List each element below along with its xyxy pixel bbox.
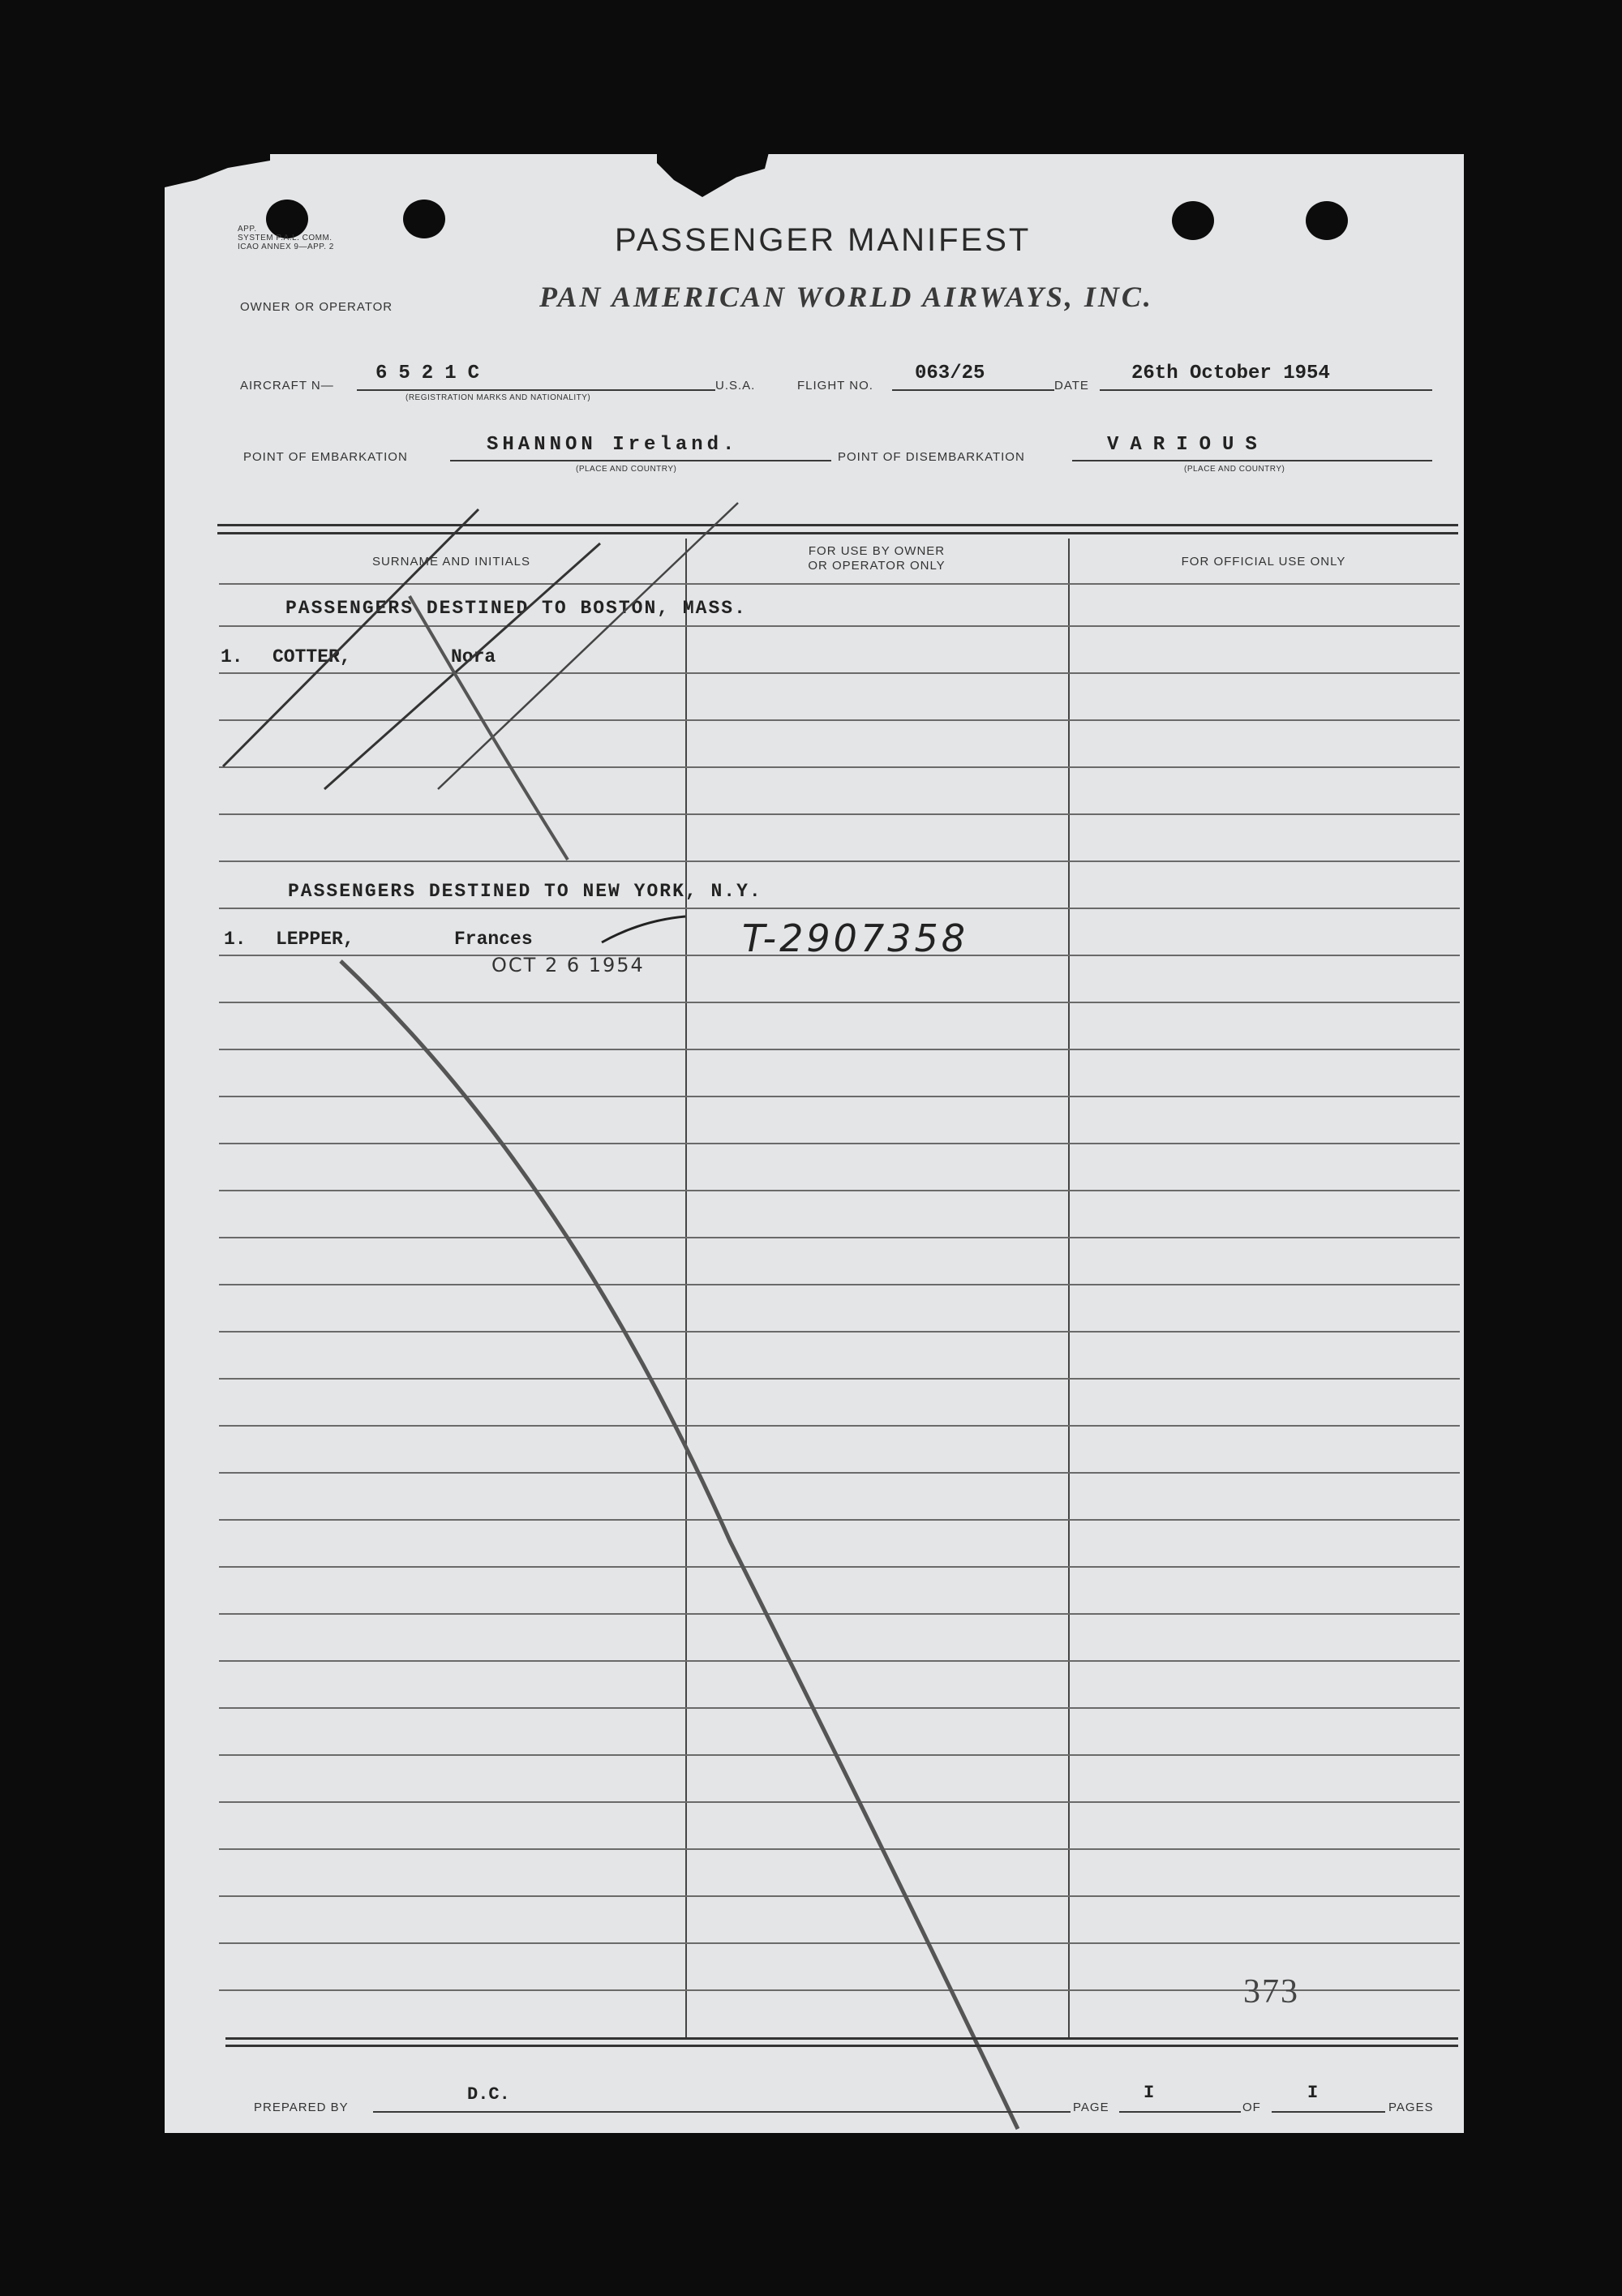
- passenger-number: 1.: [224, 929, 247, 950]
- group-heading-boston: PASSENGERS DESTINED TO BOSTON, MASS.: [285, 598, 747, 619]
- pencil-stroke: [410, 596, 568, 860]
- disembarkation-value: VARIOUS: [1107, 434, 1268, 456]
- underline: [373, 2111, 1071, 2113]
- passenger-number: 1.: [221, 646, 243, 667]
- cross-out-stroke: [223, 509, 478, 766]
- form-code-line: APP.: [238, 225, 257, 234]
- passenger-surname: COTTER,: [272, 646, 351, 667]
- column-header-official: FOR OFFICIAL USE ONLY: [1181, 555, 1346, 569]
- page-label: PAGE: [1073, 2101, 1109, 2114]
- aircraft-sublabel: (REGISTRATION MARKS AND NATIONALITY): [406, 393, 591, 402]
- page-title: PASSENGER MANIFEST: [615, 222, 1032, 258]
- aircraft-label: AIRCRAFT N—: [240, 379, 334, 393]
- bottom-number: 373: [1243, 1973, 1299, 2011]
- date-value: 26th October 1954: [1131, 363, 1330, 384]
- passenger-surname: LEPPER,: [276, 929, 354, 950]
- table-bottom-border: [225, 2045, 1458, 2047]
- disembarkation-sublabel: (PLACE AND COUNTRY): [1184, 465, 1285, 474]
- page-value: I: [1144, 2083, 1155, 2103]
- disembarkation-label: POINT OF DISEMBARKATION: [838, 450, 1025, 464]
- owner-label: OWNER OR OPERATOR: [240, 300, 393, 314]
- airline-name: PAN AMERICAN WORLD AIRWAYS, INC.: [539, 281, 1153, 313]
- column-header-line: OR OPERATOR ONLY: [808, 559, 946, 573]
- passenger-first-name: Frances: [454, 929, 533, 950]
- embarkation-label: POINT OF EMBARKATION: [243, 450, 408, 464]
- handwritten-number: T-2907358: [742, 916, 969, 960]
- passenger-first-name: Nora: [451, 646, 496, 667]
- cross-out-stroke: [438, 503, 738, 789]
- embarkation-sublabel: (PLACE AND COUNTRY): [576, 465, 677, 474]
- aircraft-value: 6521C: [375, 363, 491, 384]
- embarkation-value: SHANNON Ireland.: [487, 434, 739, 456]
- form-code-line: SYSTEM P.A.L. COMM.: [238, 234, 333, 242]
- of-label: OF: [1242, 2101, 1261, 2114]
- of-value: I: [1307, 2083, 1319, 2103]
- prepared-by-value: D.C.: [467, 2084, 510, 2105]
- date-label: DATE: [1054, 379, 1089, 393]
- flight-value: 063/25: [915, 363, 985, 384]
- form-code-line: ICAO ANNEX 9—APP. 2: [238, 242, 334, 251]
- prepared-by-label: PREPARED BY: [254, 2101, 349, 2114]
- country-label: U.S.A.: [715, 379, 756, 393]
- column-header-names: SURNAME AND INITIALS: [371, 555, 531, 569]
- check-mark: [602, 916, 685, 942]
- underline: [1119, 2111, 1241, 2113]
- cross-out-stroke: [324, 543, 600, 789]
- underline: [1272, 2111, 1385, 2113]
- date-stamp: OCT 2 6 1954: [491, 954, 645, 976]
- pages-label: PAGES: [1388, 2101, 1434, 2114]
- table-bottom-border: [225, 2037, 1458, 2040]
- column-header-line: FOR USE BY OWNER: [808, 544, 946, 558]
- pencil-stroke: [341, 961, 1018, 2129]
- group-heading-new-york: PASSENGERS DESTINED TO NEW YORK, N.Y.: [288, 881, 762, 902]
- flight-label: FLIGHT NO.: [797, 379, 873, 393]
